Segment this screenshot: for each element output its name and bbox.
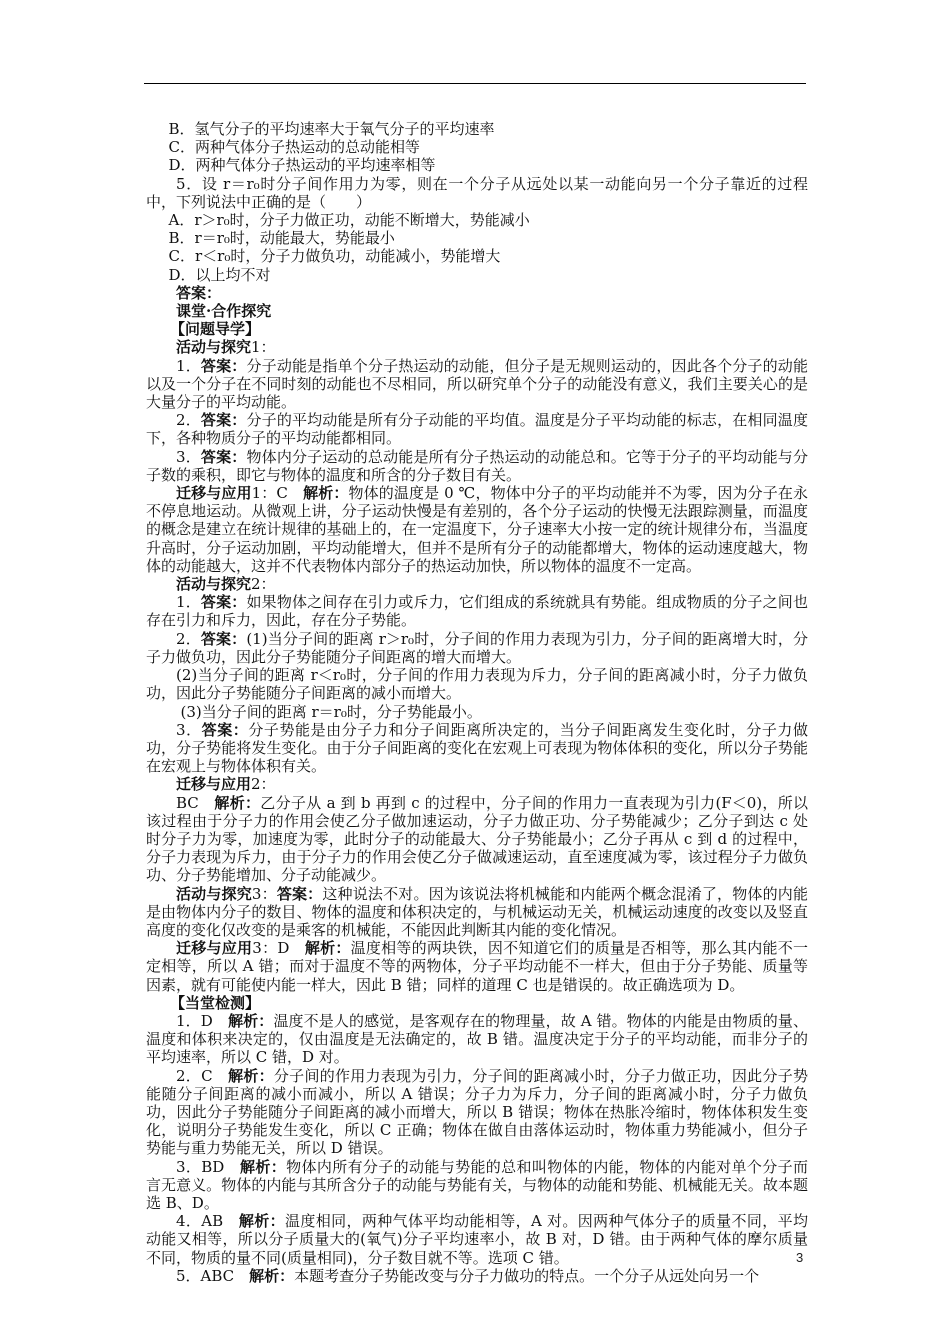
text-run: 2．C [176,1066,229,1085]
bold-text: 活动与探究 [176,884,252,903]
text-run: 物体的温度是 0 ℃，物体中分子的平均动能并不为零，因为分子在永不停息地运动。从微观上讲，分子运动快慢是有差别的，各个分子运动的快慢无法跟踪测量，而温度的概念是建立在统计规律的基础上的，在一定温度下，分子速率大小按一定的统计规律分布，当温度升高时，分子运动加剧，平均动能增大，但并不是所有分子的动能都增大，物体的运动速度越大，物体的动能越大，这并不代表物体内部分子的热运动加快，所以物体的温度不一定高。 [146,484,808,575]
bold-text: 迁移与应用 [176,484,252,503]
text-run: D．两种气体分子热运动的平均速率相等 [168,156,436,175]
text-line [146,120,808,138]
text-run: C．r＜r₀时，分子力做负功，动能减小，势能增大 [168,247,501,266]
text-line [146,721,808,776]
text-run: (3)当分子间的距离 r＝r₀时，分子势能最小。 [180,702,482,721]
text-line [146,994,808,1012]
text-line [146,794,808,885]
text-run: 3：D [252,939,305,958]
text-run: D．以上均不对 [168,265,271,284]
text-run: 答案： [176,283,222,302]
text-line [146,630,808,666]
document-body [146,120,808,1285]
text-run: (2)当分子间的距离 r＜r₀时，分子间的作用力表现为斥力，分子间的距离减小时，分子力做负功，因此分子势能随分子间距离的减小而增大。 [146,666,808,703]
text-run: 乙分子从 a 到 b 再到 c 的过程中，分子间的作用力一直表现为引力(F＜0)，所以该过程由于分子力的作用会使乙分子做加速运动，分子力做正功、分子势能减少；乙分子到达 c 处时分子力为零，加速度为零，此时分子的动能最大、分子势能最小；乙分子再从 c 到 d 的过程中，分子力表现为斥力，由于分子力的作用会使乙分子做减速运动，直至速度减为零，该过程分子力做负功、分子势能增加、分子动能减少。 [146,793,808,885]
text-run: C．两种气体分子热运动的总动能相等 [168,138,420,157]
text-line [146,939,808,994]
text-line [146,885,808,940]
text-run: 3． [176,447,201,466]
bold-text: 解析： [214,793,261,812]
text-run: A．r＞r₀时，分子力做正功，动能不断增大，势能减小 [168,211,530,230]
text-line [146,229,808,247]
text-line [146,211,808,229]
text-line [146,175,808,211]
text-run: 2： [251,575,276,594]
bold-text: 解析： [249,1266,295,1285]
text-run: 如果物体之间存在引力或斥力，它们组成的系统就具有势能。组成物质的分子之间也存在引力和斥力，因此，存在分子势能。 [146,593,808,630]
text-run: 1：C [251,484,304,503]
text-run: 课堂·合作探究 [176,302,272,321]
text-run: 温度不是人的感觉，是客观存在的物理量，故 A 错。物体的内能是由物质的量、温度和体积来决定的，仅由温度是无法确定的，故 B 错。温度决定于分子的平均动能，而非分子的平均速率，所以 C 错，D 对。 [146,1011,809,1067]
bold-text: 答案： [201,720,249,739]
text-line [146,138,808,156]
bold-text: 【问题导学】 [170,320,261,339]
text-run: 3． [176,720,202,739]
text-run: (1)当分子间的距离 r＞r₀时，分子间的作用力表现为引力，分子间的距离增大时，分子力做负功，因此分子势能随分子间距离的增大而增大。 [146,629,809,666]
text-run: 5．ABC [176,1266,250,1285]
bold-text: 【当堂检测】 [170,993,261,1012]
text-run: 1． [176,356,201,375]
text-line [146,284,808,302]
page-number: 3 [796,1250,804,1265]
text-line [146,338,808,356]
text-run: 3： [251,884,277,903]
bold-text: 答案： [200,593,247,612]
bold-text: 答案： [200,356,247,375]
bold-text: 解析： [304,939,351,958]
text-line [146,703,808,721]
bold-text: 迁移与应用 [176,775,252,794]
bold-text: 答案： [276,884,323,903]
text-run: 分子动能是指单个分子热运动的动能，但分子是无规则运动的，因此各个分子的动能以及一个分子在不同时刻的动能也不尽相同，所以研究单个分子的动能没有意义，我们主要关心的是大量分子的平均动能。 [146,356,808,412]
bold-text: 解析： [238,1212,286,1231]
text-line [146,484,808,575]
bold-text: 活动与探究 [176,575,252,594]
text-run: 这种说法不对。因为该说法将机械能和内能两个概念混淆了，物体的内能是由物体内分子的数目、物体的温度和体积决定的，与机械运动无关，机械运动速度的改变以及竖直高度的变化仅改变的是乘客的机械能，不能因此判断其内能的变化情况。 [146,884,808,939]
text-line [146,1012,808,1067]
text-line [146,593,808,629]
text-line [146,156,808,174]
text-run: 分子势能是由分子力和分子间距离所决定的，当分子间距离发生变化时，分子力做功，分子势能将发生变化。由于分子间距离的变化在宏观上可表现为物体体积的变化，所以分子势能在宏观上与物体体积有关。 [146,720,808,776]
text-run: 温度相等的两块铁，因不知道它们的质量是否相等，那么其内能不一定相等，所以 A 错；而对于温度不等的两物体，分子平均动能不一样大，但由于分子势能、质量等因素，就有可能使内能一样大，因此 B 错；同样的道理 C 也是错误的。故正确选项为 D。 [146,939,808,994]
text-line [146,1158,808,1213]
text-run: 温度相同，两种气体平均动能相等，A 对。因两种气体分子的质量不同，平均动能又相等，所以分子质量大的(氧气)分子平均速率小，故 B 对，D 错。由于两种气体的摩尔质量不同，物质的量不同(质量相同)，分子数目就不等。选项 C 错。 [146,1212,808,1267]
text-line [146,247,808,265]
text-line [146,666,808,702]
bold-text: 活动与探究 [176,338,252,357]
header-rule [144,83,806,84]
text-line [146,357,808,412]
text-run: 1： [251,338,276,357]
text-run: 5．设 r＝r₀时分子间作用力为零，则在一个分子从远处以某一动能向另一个分子靠近的过程中，下列说法中正确的是（ ） [146,174,808,211]
text-line [146,1067,808,1158]
text-run: 3．BD [176,1157,241,1176]
text-run: 2． [176,411,201,430]
bold-text: 答案： [200,411,247,430]
text-run: 1．D [176,1011,229,1030]
text-line [146,448,808,484]
text-line [146,1212,808,1267]
bold-text: 解析： [240,1157,287,1176]
text-run: 分子间的作用力表现为引力，分子间的距离减小时，分子力做正功，因此分子势能随分子间距离的减小而减小，所以 A 错误；分子力为斥力，分子间的距离减小时，分子力做负功，因此分子势能随分子间距离的减小而增大，所以 B 错误；物体在热胀冷缩时，物体体积发生变化，说明分子势能发生变化，所以 C 正确；物体在做自由落体运动时，物体重力势能减小，但分子势能与重力势能无关，所以 D 错误。 [146,1066,808,1158]
text-run: 分子的平均动能是所有分子动能的平均值。温度是分子平均动能的标志，在相同温度下，各种物质分子的平均动能都相同。 [146,411,808,448]
text-run: 4．AB [176,1212,239,1231]
text-line [146,575,808,593]
text-run: 2． [176,629,201,648]
text-run: 本题考查分子势能改变与分子力做功的特点。一个分子从远处向另一个 [294,1266,760,1285]
bold-text: 解析： [228,1066,274,1085]
text-line [146,1267,808,1285]
text-run: 2： [251,775,276,794]
bold-text: 答案： [200,629,247,648]
text-line [146,775,808,793]
bold-text: 迁移与应用 [176,939,253,958]
text-run: 物体内所有分子的动能与势能的总和叫物体的内能，物体的内能对单个分子而言无意义。物体的内能与其所含分子的动能与势能有关，与物体的动能和势能、机械能无关。故本题选 B、D。 [146,1157,808,1212]
bold-text: 解析： [303,484,349,503]
text-run: B．r＝r₀时，动能最大，势能最小 [168,229,395,248]
text-run: 物体内分子运动的总动能是所有分子热运动的动能总和。它等于分子的平均动能与分子数的乘积，即它与物体的温度和所含的分子数目有关。 [146,447,808,484]
text-line [146,411,808,447]
text-line [146,320,808,338]
bold-text: 解析： [228,1011,274,1030]
bold-text: 答案： [200,447,247,466]
text-run: BC [176,793,215,812]
text-run: 1． [176,593,201,612]
text-run: B．氢气分子的平均速率大于氧气分子的平均速率 [168,120,495,138]
text-line [146,302,808,320]
text-line [146,266,808,284]
